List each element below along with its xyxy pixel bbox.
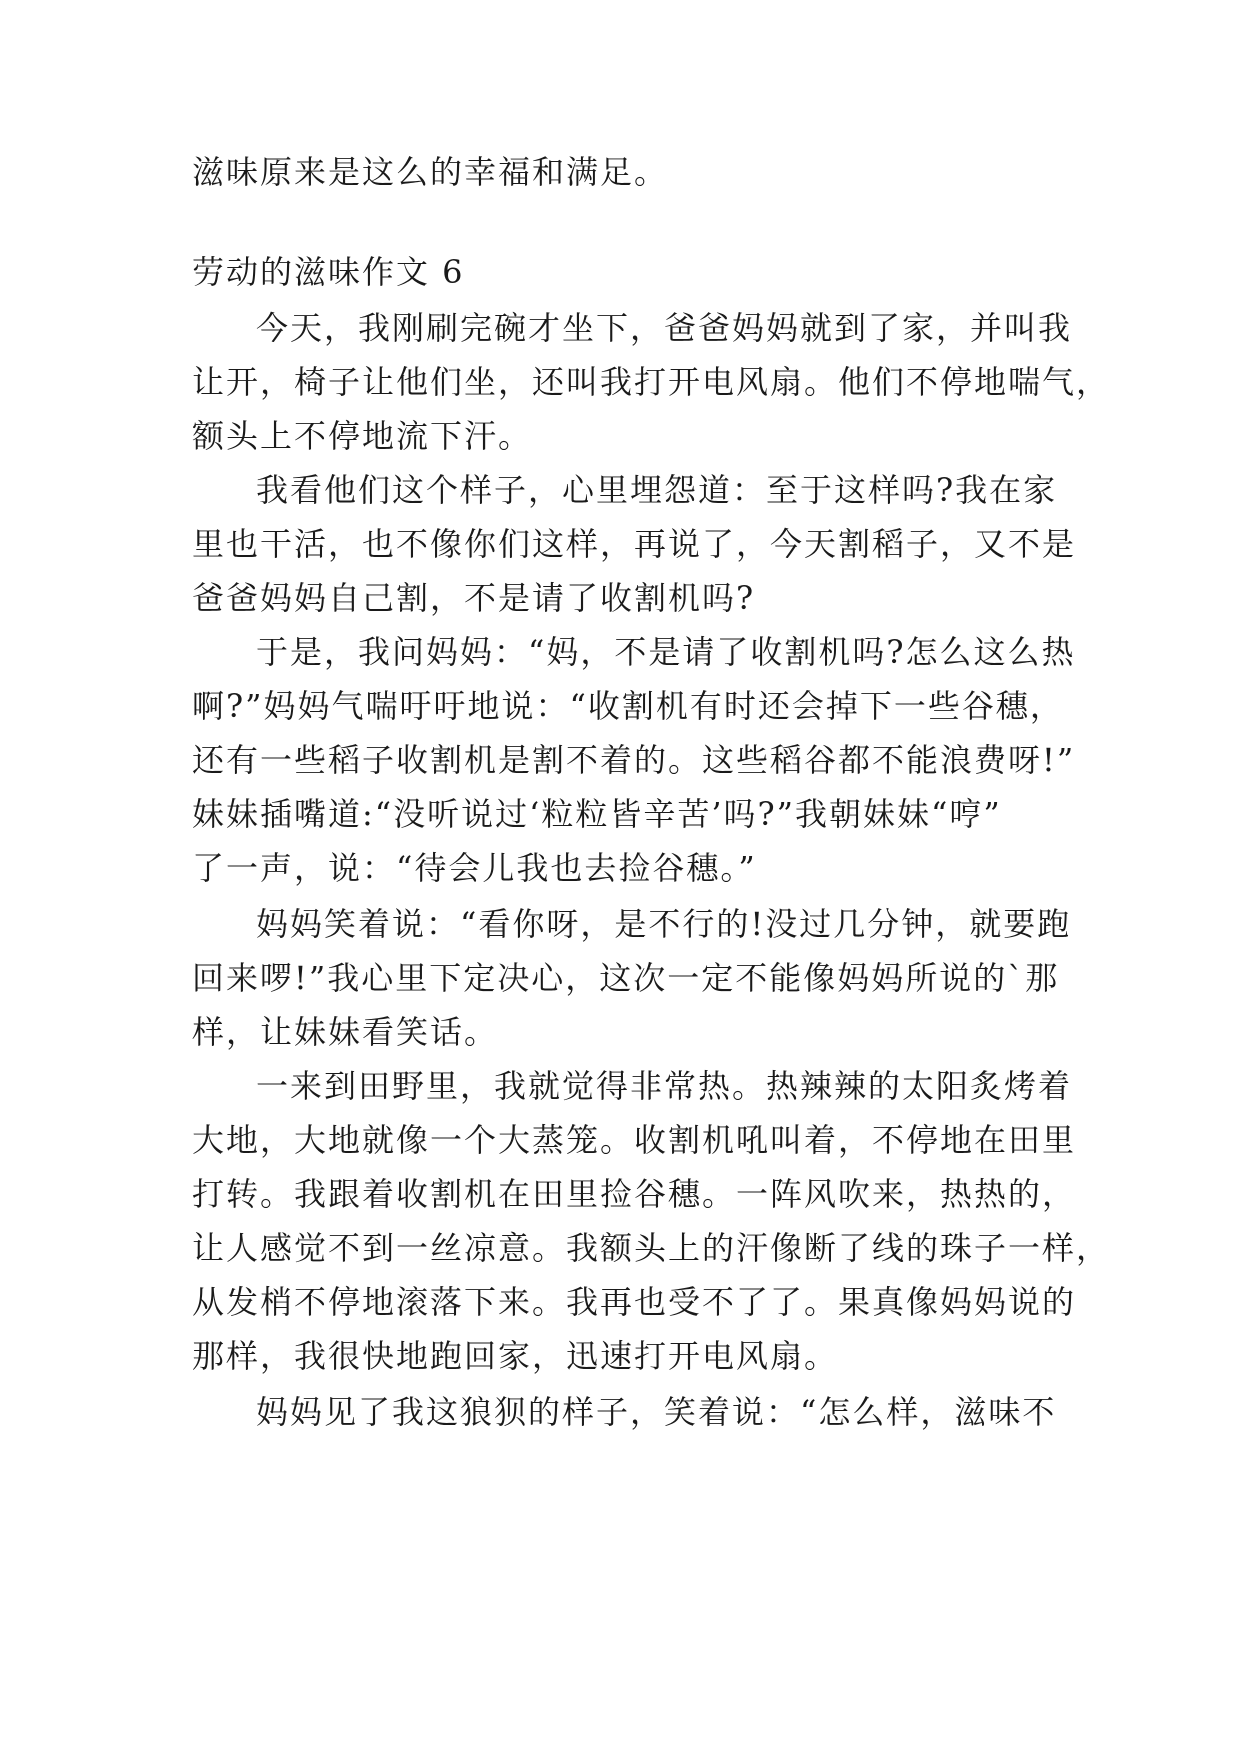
paragraph-line: 让开，椅子让他们坐，还叫我打开电风扇。他们不停地喘气， <box>192 363 1111 401</box>
paragraph-line: 让人感觉不到一丝凉意。我额头上的汗像断了线的珠子一样， <box>192 1229 1111 1267</box>
paragraph-line: 打转。我跟着收割机在田里捡谷穗。一阵风吹来，热热的， <box>192 1175 1077 1213</box>
paragraph-line: 妈妈见了我这狼狈的样子，笑着说：“怎么样，滋味不 <box>256 1393 1057 1431</box>
paragraph-line: 妈妈笑着说：“看你呀，是不行的!没过几分钟，就要跑 <box>256 905 1072 943</box>
lead-line: 滋味原来是这么的幸福和满足。 <box>192 153 669 191</box>
paragraph-line: 一来到田野里，我就觉得非常热。热辣辣的太阳炙烤着 <box>256 1067 1073 1105</box>
paragraph-line: 大地，大地就像一个大蒸笼。收割机吼叫着，不停地在田里 <box>192 1121 1077 1159</box>
paragraph-line: 里也干活，也不像你们这样，再说了，今天割稻子，又不是 <box>192 525 1077 563</box>
paragraph-line: 从发梢不停地滚落下来。我再也受不了了。果真像妈妈说的 <box>192 1283 1077 1321</box>
paragraph-line: 于是，我问妈妈：“妈，不是请了收割机吗?怎么这么热 <box>256 633 1076 671</box>
paragraph-line: 爸爸妈妈自己割，不是请了收割机吗? <box>192 579 756 617</box>
paragraph-line: 我看他们这个样子，心里埋怨道：至于这样吗?我在家 <box>256 471 1058 509</box>
paragraph-line: 今天，我刚刷完碗才坐下，爸爸妈妈就到了家，并叫我 <box>256 309 1073 347</box>
paragraph-line: 那样，我很快地跑回家，迅速打开电风扇。 <box>192 1337 839 1375</box>
paragraph-line: 了一声，说：“待会儿我也去捡谷穗。” <box>192 849 757 887</box>
paragraph-line: 还有一些稻子收割机是割不着的。这些稻谷都不能浪费呀!” <box>192 741 1076 779</box>
paragraph-line: 回来啰!”我心里下定决心，这次一定不能像妈妈所说的`那 <box>192 959 1060 997</box>
paragraph-line: 妹妹插嘴道:“没听说过‘粒粒皆辛苦’吗?”我朝妹妹“哼” <box>192 795 1002 833</box>
paragraph-line: 啊?”妈妈气喘吁吁地说：“收割机有时还会掉下一些谷穗， <box>192 687 1064 725</box>
paragraph-line: 样，让妹妹看笑话。 <box>192 1013 499 1051</box>
paragraph-line: 额头上不停地流下汗。 <box>192 417 533 455</box>
essay-title: 劳动的滋味作文 6 <box>192 253 465 291</box>
